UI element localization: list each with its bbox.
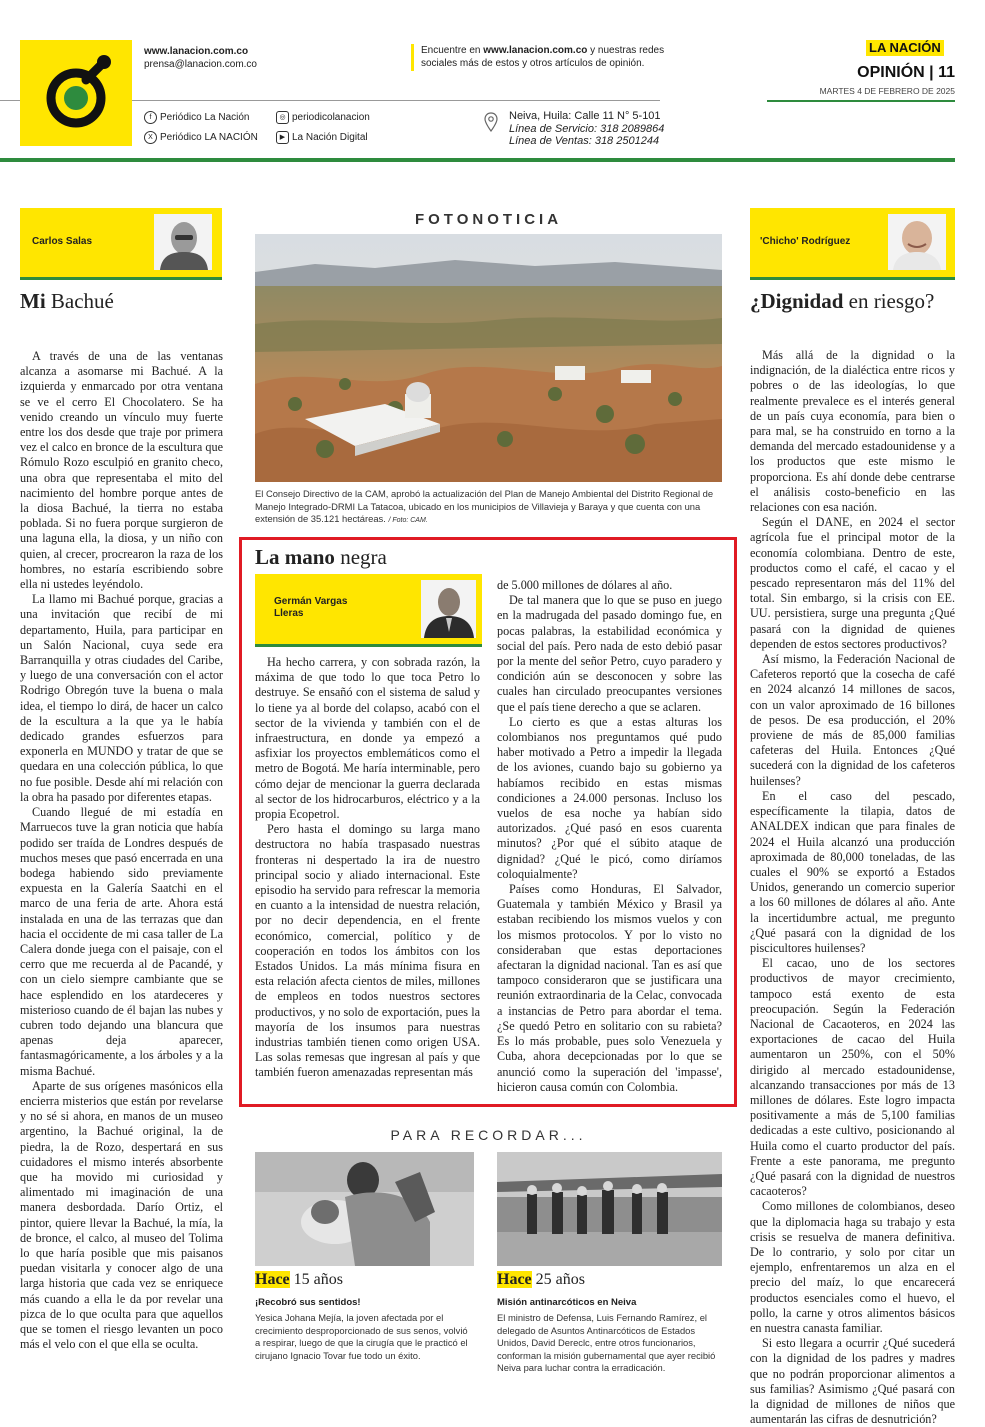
section-page: OPINIÓN | 11 xyxy=(857,64,955,81)
date-rule xyxy=(767,100,955,102)
promo-suffix: y nuestras redes xyxy=(587,45,665,56)
remember-photo-2 xyxy=(497,1152,722,1266)
la-nacion-logo-icon xyxy=(20,40,132,146)
right-title-bold: ¿Dignidad xyxy=(750,289,844,313)
airport-officials-image xyxy=(497,1152,722,1266)
featured-col2 xyxy=(497,578,722,1095)
social-facebook[interactable] xyxy=(144,111,250,124)
years-label: 15 años xyxy=(289,1271,343,1288)
paragraph: El cacao, uno de los sectores productivos de mayor crecimiento, tampoco está exento de esta preocupación. Según la Federación Nacional de Cacaoteros, en 2024 las exportaciones de cacao del Huila aumentaron un 250%, con el 50% dirigido al mercado estadounidense, alcanzando transacciones por más de 13 millones de dólares. Este logro impacta positivamente a más de 5,100 familias dedicadas a este cultivo, posicionando al Huila como el cuarto productor del país. Frente a este panorama, me pregunto ¿Qué pasará con la dignidad de nuestros cacaoteros? xyxy=(750,956,955,1199)
header-green-rule xyxy=(0,158,955,162)
hace-label: Hace xyxy=(255,1271,290,1288)
promo-accent xyxy=(411,44,414,71)
left-body xyxy=(20,349,223,1352)
paragraph: de 5.000 millones de dólares al año. xyxy=(497,578,673,592)
paragraph: Países como Honduras, El Salvador, Guatemala y también México y Brasil ya estaban recibiendo los mismos vuelos y con los mismos protocolos. Y por lo visto no consideraban que estas deportaciones afectaran la dignidad nacional. Tan es así que tampoco consideraron que se justificara una reunión extraordinaria de la Celac, convocada a instancias de Petro para abordar el tema. ¿Se quedó Petro en solitario con su rabieta? Es lo más probable, pues solo Venezuela y Cuba, ahora decepcionadas por lo que se anunció como la superación del 'impasse', hicieron causa común con Colombia. xyxy=(497,882,722,1094)
contact-service-line: Línea de Servicio: 318 2089864 xyxy=(509,122,665,135)
right-body xyxy=(750,348,955,1427)
header-email[interactable]: prensa@lanacion.com.co xyxy=(144,59,257,70)
remember-2-heading xyxy=(497,1271,585,1289)
social-label: La Nación Digital xyxy=(292,132,368,143)
paragraph: Ha hecho carrera, y con sobrada razón, la máxima de que todo lo que toca Petro lo destruye. Se ensañó con el sistema de salud y lo tiene ya al borde del colapso, acabó con el sector de la vivienda y también con el de infraestructura, en donde ya empezó a asfixiar los proyectos emblemáticos como el metro de Bogotá. Me haría interminable, pero cómo dejar de mencionar la guerra declarada al sector de los hidrocarburos, eléctrico y a la propia Ecopetrol. xyxy=(255,655,480,822)
author-portrait xyxy=(888,214,946,270)
remember-2-headline: Misión antinarcóticos en Neiva xyxy=(497,1297,637,1308)
facebook-icon: f xyxy=(144,111,157,124)
header-promo xyxy=(421,44,691,70)
contact-block xyxy=(509,110,664,148)
right-title-rest: en riesgo? xyxy=(843,289,935,313)
contact-address: Neiva, Huila: Calle 11 N° 5-101 xyxy=(509,110,661,122)
youtube-icon: ▶ xyxy=(276,131,289,144)
author-name: Carlos Salas xyxy=(32,236,93,247)
paragraph: La llamo mi Bachué porque, gracias a una invitación que recibí de mi departamento, Huila, para participar en un Salón Nacional, cuya sede era Barranquilla y otras ciudades del Caribe, y luego de una conversación con el actor Rodrigo Obregón tuve la buena o mala idea, el tiempo lo dirá, de hacer un calco de la escultura a la que ya le había dedicado grandes esfuerzos para exponerla en MUNDO y tratar de que se quedara en una colección pública, lo que no fue posible. Desde ahí mi relación con la obra ha pasado por diferentes etapas. xyxy=(20,592,223,804)
paragraph: De tal manera que lo que se puso en juego en la madrugada del pasado domingo fue, en pocas palabras, la estabilidad económica y social del país. Pero nada de esto debió pasar por la mente del señor Petro, cuyo paradero y condición aún se desconocen y sobre las cuales han circulado preocupantes versiones que el país tiene derecho a que se aclaren. xyxy=(497,593,722,714)
featured-col1 xyxy=(255,655,480,1081)
promo-prefix: Encuentre en xyxy=(421,45,484,56)
author-box-left xyxy=(20,208,222,280)
fotonoticia-caption xyxy=(255,488,723,528)
paragraph: Como millones de colombianos, deseo que la diplomacia haga su trabajo y esta crisis se resuelva de manera definitiva. De lo contrario, y solo por citar un ejemplo, enfrentaremos un alza en el precio del maíz, lo que encarecerá productos esenciales como el huevo, el pollo, la carne y otros alimentos básicos en nuestra canasta familiar. xyxy=(750,1199,955,1335)
paragraph: Aparte de sus orígenes masónicos ella encierra misterios que están por revelarse y no sé si ahora, en manos de un museo argentino, la Bachué original, la de piedra, la de Rozo, despertará en sus cuidadores el mismo interés absorbente que ha movido mi curiosidad y alimentado mi imaginación de una manera desbordada. Darío Ortiz, el pintor, quiere llevar la Bachué, la mía, la de bronce, el calco, al museo del Tolima lo que haría posible que mis paisanos puedan visitarla y conocer algo de una larga historia que cada vez se enriquece más cuando a ella le da por revelar una pizca de lo que oculta para que aquellos que se tomen el riesgo levanten un poco más el velo con el que ella se oculta. xyxy=(20,1078,223,1352)
social-label: periodicolanacion xyxy=(292,112,370,123)
social-youtube[interactable] xyxy=(276,131,368,144)
caption-text: El Consejo Directivo de la CAM, aprobó la actualización del Plan de Manejo Ambiental del Distrito Regional de Manejo Integrado-DRMI La Tatacoa, ubicado en los municipios de Villavieja y Baraya y que cuenta con una extensión de 35.121 hectáreas. xyxy=(255,488,714,525)
paragraph: Así mismo, la Federación Nacional de Cafeteros reportó que la cosecha de café en 2024 alcanzó 14 millones de sacos, con un valor aproximado de 16 billones de pesos. De esa producción, el 20% proviene de más de 85,000 familias cafeteras del Huila. Entonces ¿Qué sucederá con la dignidad de los cafeteros huilenses? xyxy=(750,652,955,788)
left-title-bold: Mi xyxy=(20,289,46,313)
hace-label: Hace xyxy=(497,1271,532,1288)
issue-date: MARTES 4 DE FEBRERO DE 2025 xyxy=(819,86,955,96)
paragraph: Si esto llegara a ocurrir ¿Qué sucederá con la dignidad de los padres y madres que no podrán proporcionar alimentos a sus familias? Asimismo ¿Qué pasará con la dignidad de millones de niños que aumentarán las cifras de desnutrición? xyxy=(750,1336,955,1427)
remember-1-heading xyxy=(255,1271,343,1289)
author-name: 'Chicho' Rodríguez xyxy=(760,236,851,247)
fotonoticia-title: FOTONOTICIA xyxy=(414,211,563,228)
remember-title: PARA RECORDAR... xyxy=(390,1127,587,1143)
author-name: Germán Vargas Lleras xyxy=(274,596,348,619)
location-pin-icon xyxy=(484,112,498,136)
paragraph: Lo cierto es que a estas alturas los colombianos nos preguntamos qué pudo haber motivado a Petro a impedir la llegada de los aviones, cuando bajo su gobierno ya habíamos recibido en estas mismas condiciones a 24.000 personas. Incluso los vuelos de esa noche ya habían sido autorizados. ¿Qué pasó en esos cuarenta minutos? ¿Por qué el súbito ataque de dignidad? ¿Qué le picó, como diríamos coloquialmente? xyxy=(497,714,722,881)
portrait-icon xyxy=(421,580,476,638)
contact-sales-line: Línea de Ventas: 318 2501244 xyxy=(509,135,660,147)
years-label: 25 años xyxy=(531,1271,585,1288)
author-portrait xyxy=(421,580,476,638)
social-label: Periódico LA NACIÓN xyxy=(160,132,258,143)
featured-title-bold: La mano xyxy=(255,545,335,569)
header-website[interactable]: www.lanacion.com.co xyxy=(144,46,249,57)
social-instagram[interactable] xyxy=(276,111,370,124)
remember-1-headline: ¡Recobró sus sentidos! xyxy=(255,1297,361,1308)
paragraph: Cuando llegué de mi estadía en Marruecos tuve la gran noticia que había podido ser traída de Londres después de muchos meses que pasó encerrada en una bodega habiendo sido previamente expuesta en la Galería Saatchi en el marco de una feria de arte. Ahora está instalada en una de las terrazas que dan hacia el occidente de mi casa taller de La Calera donde juega con el paisaje, con el cerro que me recuerda al de Pacandé, y con un cielo siempre cambiante que se hace esplendido en los atardeceres y misterioso cuando de él bajan las nubes y cubren todo dejando una blancura que apenas deja aparecer, fantasmagóricamente, a los árboles y a la misma Bachué. xyxy=(20,805,223,1078)
remember-1-text: Yesica Johana Mejía, la joven afectada por el crecimiento desproporcionado de sus senos, volvió a respirar, luego de que la cirugía que le practicó el cirujano Ignacio Tovar fue todo un éxito. xyxy=(255,1312,468,1361)
instagram-icon: ◎ xyxy=(276,111,289,124)
hospital-photo-image xyxy=(255,1152,474,1266)
portrait-icon xyxy=(154,214,212,270)
featured-title-rest: negra xyxy=(334,545,387,569)
paragraph: Según el DANE, en 2024 el sector agrícola fue el principal motor de la economía colombiana. Dentro de este, productos como el café, el cacao y el pescado representaron más del 11% del total. Sin embargo, si la crisis con EE. UU. persistiera, surge una pregunta ¿Qué pasará con la dignidad de quienes dependen de estos sectores productivos? xyxy=(750,515,955,651)
tatacoa-landscape-image xyxy=(255,234,722,482)
paragraph: Pero hasta el domingo su larga mano destructora no había traspasado nuestras fronteras ni despertado la ira de nuestro principal socio y aliado internacional. Este episodio ha servido para refrescar la memoria en cuanto a la intensidad de nuestra relación, por no decir dependencia, en el frente económico, comercial, político y de cooperación en todos los ámbitos con los Estados Unidos. La más mínima fisura en esta relación afecta cientos de miles, millones de empleos en todos nuestros sectores productivos, y no solo de exportación, pues la mayoría de los insumos para nuestras industrias también tienen como origen USA. Las solas remesas que ingresan al país y que también fueron amenazadas representan más xyxy=(255,822,480,1080)
portrait-icon xyxy=(888,214,946,270)
newspaper-logo xyxy=(20,40,132,146)
featured-title xyxy=(255,545,387,570)
promo-site[interactable]: www.lanacion.com.co xyxy=(483,45,588,56)
right-title xyxy=(750,289,934,314)
social-label: Periódico La Nación xyxy=(160,112,250,123)
paragraph: A través de una de las ventanas alcanza a asomarse mi Bachué. A la izquierda y enmarcado por otra ventana se ve el cerro El Chocolatero. Se ha venido creando un vínculo muy fuerte entre los dos desde que traje por primera vez el calco en bronce de la escultura que Rómulo Rozo esculpió en granito checo, una obra que representaba el mito del nacimiento del hombre porque antes de la diosa Bachué, la tierra no estaba poblada. Si no fuera porque surgieron de una laguna ella, la diosa, y un niño con quien, al crecer, procrearon la raza de los hombres, no estaría escribiendo sobre ella ni ustedes leyéndolo. xyxy=(20,349,223,592)
remember-photo-1 xyxy=(255,1152,474,1266)
remember-2-text: El ministro de Defensa, Luis Fernando Ramírez, el delegado de Asuntos Antinarcóticos de Estados Unidos, David Dereclc, entre otros funcionarios, conforman la misión gubernamental que ayer recibió Neiva para luchar contra la erradicación. xyxy=(497,1312,716,1374)
brand-label: LA NACIÓN xyxy=(866,40,944,56)
promo-line2: sociales más de estos y otros artículos de opinión. xyxy=(421,58,645,69)
author-box-center xyxy=(255,574,482,647)
left-title xyxy=(20,289,114,314)
paragraph: Más allá de la dignidad o la indignación, de la dialéctica entre ricos y pobres o de las ideologías, lo que realmente prevalece es el interés general de un país cuya economía, para bien o para mal, se ha construido en torno a la demanda del mercado estadounidense y a los productos que este mismo le proporciona. Es ahí donde debe centrarse el análisis costo-beneficio en las relaciones con esa nación. xyxy=(750,348,955,515)
social-x[interactable] xyxy=(144,131,258,144)
photo-credit: / Foto: CAM. xyxy=(388,517,428,525)
fotonoticia-photo xyxy=(255,234,722,482)
x-icon: X xyxy=(144,131,157,144)
paragraph: En el caso del pescado, específicamente la tilapia, datos de ANALDEX indican que para finales de 2024 el Huila alcanzó una producción aproximada de 80,000 toneladas, de las cuales el 90% se exportó a Estados Unidos, generando un comercio superior a los 60 millones de dólares al año. Ante la incertidumbre actual, me pregunto ¿Qué pasará con la dignidad de los piscicultores huilenses? xyxy=(750,788,955,955)
left-title-rest: Bachué xyxy=(45,289,114,313)
author-portrait xyxy=(154,214,212,270)
author-box-right xyxy=(750,208,955,280)
